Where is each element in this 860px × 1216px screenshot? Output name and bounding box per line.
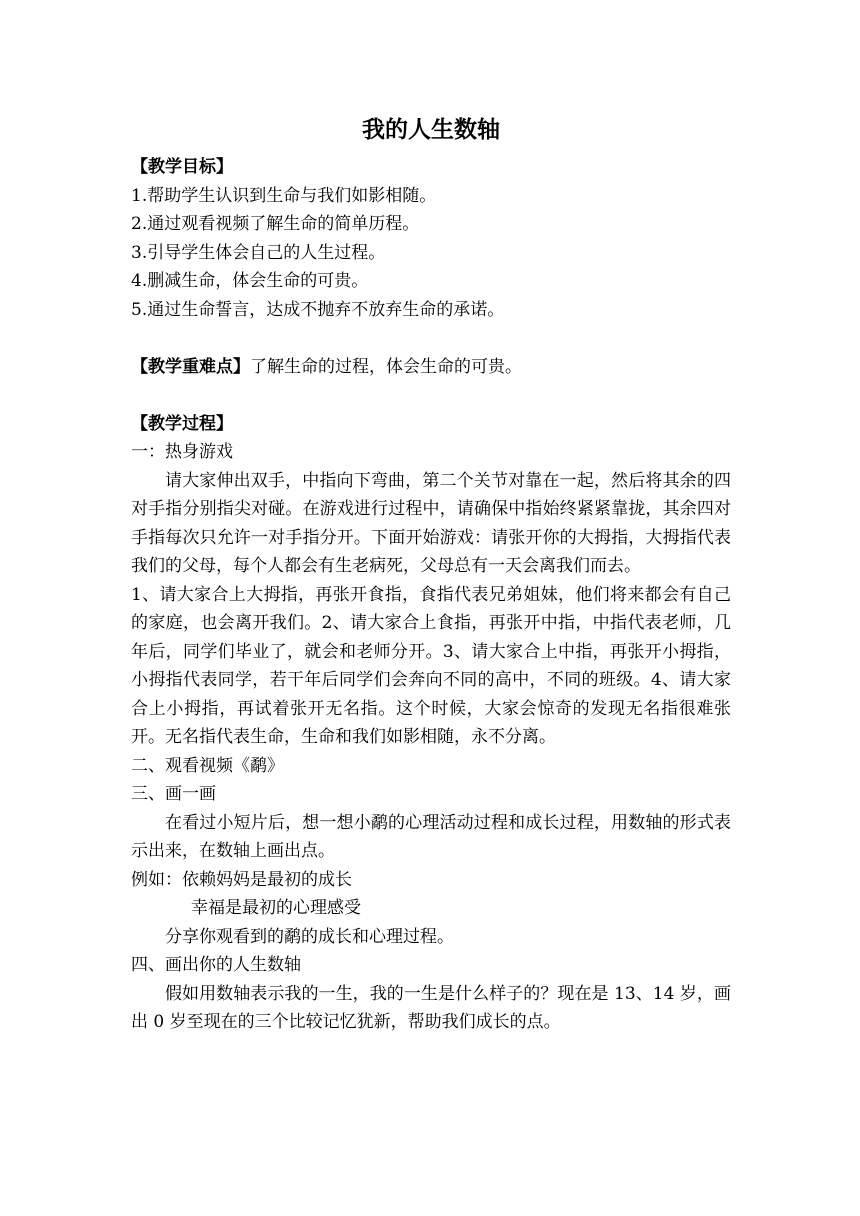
goal-item: 1.帮助学生认识到生命与我们如影相随。: [131, 185, 437, 206]
example-line: 幸福是最初的心理感受: [191, 898, 361, 918]
section-paragraph: 假如用数轴表示我的一生，我的一生是什么样子的？现在是 13、14 岁，画出 0 岁至现在的三个比较记忆犹新，帮助我们成长的点。: [131, 983, 731, 1032]
section-paragraph: 请大家伸出双手，中指向下弯曲，第二个关节对靠在一起，然后将其余的四对手指分别指尖对碰。在游戏进行过程中，请确保中指始终紧紧靠拢，其余四对手指每次只允许一对手指分开。下面开始游戏：请张开你的大拇指，大拇指代表我们的父母，每个人都会有生老病死，父母总有一天会离我们而去。: [131, 470, 731, 576]
section-title: 一：热身游戏: [131, 442, 233, 462]
section-title: 二、观看视频《鹬》: [131, 755, 284, 776]
spacer: [131, 381, 731, 410]
goal-item: 4.删减生命，体会生命的可贵。: [131, 271, 369, 291]
document-title: 我的人生数轴: [362, 116, 500, 143]
goals-heading: 【教学目标】: [131, 157, 233, 177]
goal-item: 5.通过生命誓言，达成不抛弃不放弃生命的承诺。: [131, 299, 505, 320]
share-line: 分享你观看到的鹬的成长和心理过程。: [165, 926, 454, 947]
key-points-heading: 【教学重难点】: [131, 356, 250, 377]
process-heading: 【教学过程】: [131, 413, 233, 434]
section-title: 四、画出你的人生数轴: [131, 955, 301, 975]
key-points-text: 了解生命的过程，体会生命的可贵。: [250, 356, 522, 377]
spacer: [131, 324, 731, 353]
goal-item: 2.通过观看视频了解生命的简单历程。: [131, 214, 420, 234]
section-title: 三、画一画: [131, 784, 216, 804]
goal-item: 3.引导学生体会自己的人生过程。: [131, 242, 386, 263]
section-paragraph: 在看过小短片后，想一想小鹬的心理活动过程和成长过程，用数轴的形式表示出来，在数轴上画出点。: [131, 812, 731, 861]
section-paragraph: 1、请大家合上大拇指，再张开食指，食指代表兄弟姐妹，他们将来都会有自己的家庭，也会离开我们。2、请大家合上食指，再张开中指，中指代表老师，几年后，同学们毕业了，就会和老师分开。3、请大家合上中指，再张开小拇指，小拇指代表同学，若干年后同学们会奔向不同的高中，不同的班级。4、请大家合上小拇指，再试着张开无名指。这个时候，大家会惊奇的发现无名指很难张开。无名指代表生命，生命和我们如影相随，永不分离。: [131, 584, 731, 747]
example-line: 例如：依赖妈妈是最初的成长: [131, 869, 352, 890]
key-points-line: [131, 353, 731, 382]
document-page: [131, 112, 731, 1037]
